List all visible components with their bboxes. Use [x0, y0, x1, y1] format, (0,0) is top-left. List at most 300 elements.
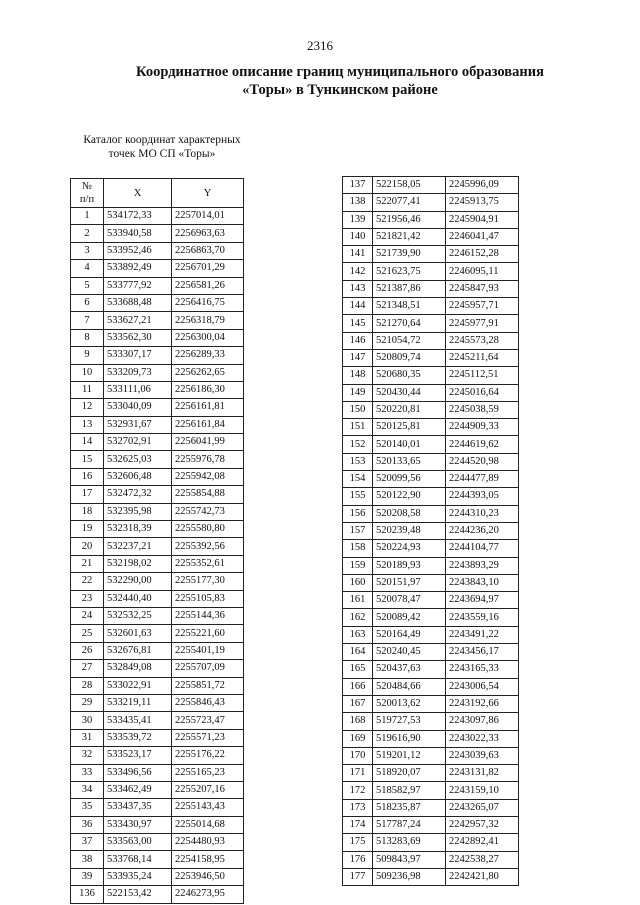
- y-coordinate-cell: 2256318,79: [172, 312, 244, 329]
- point-number-cell: 8: [71, 329, 104, 346]
- y-coordinate-cell: 2242421,80: [446, 868, 519, 885]
- point-number-cell: 138: [343, 194, 373, 211]
- x-coordinate-cell: 533627,21: [104, 312, 172, 329]
- table-row: [71, 573, 244, 590]
- table-row: [71, 590, 244, 607]
- table-row: [71, 677, 244, 694]
- x-coordinate-cell: 532318,39: [104, 521, 172, 538]
- point-number-cell: 154: [343, 471, 373, 488]
- table-row: [343, 263, 519, 280]
- y-coordinate-cell: 2243456,17: [446, 644, 519, 661]
- point-number-cell: 33: [71, 764, 104, 781]
- y-coordinate-cell: 2255571,23: [172, 729, 244, 746]
- x-coordinate-cell: 521623,75: [373, 263, 446, 280]
- table-row: [343, 177, 519, 194]
- x-coordinate-cell: 532931,67: [104, 416, 172, 433]
- y-coordinate-cell: 2254480,93: [172, 834, 244, 851]
- y-coordinate-cell: 2246152,28: [446, 246, 519, 263]
- y-coordinate-cell: 2255723,47: [172, 712, 244, 729]
- table-caption-line-2: точек МО СП «Торы»: [108, 148, 216, 160]
- y-coordinate-cell: 2244619,62: [446, 436, 519, 453]
- header-number: [71, 179, 104, 208]
- table-row: [343, 298, 519, 315]
- table-row: [343, 678, 519, 695]
- x-coordinate-cell: 533209,73: [104, 364, 172, 381]
- table-row: [71, 781, 244, 798]
- y-coordinate-cell: 2256161,81: [172, 399, 244, 416]
- table-row: [71, 399, 244, 416]
- table-row: [343, 540, 519, 557]
- x-coordinate-cell: 532440,40: [104, 590, 172, 607]
- x-coordinate-cell: 520220,81: [373, 401, 446, 418]
- y-coordinate-cell: 2255942,08: [172, 468, 244, 485]
- y-coordinate-cell: 2243694,97: [446, 592, 519, 609]
- x-coordinate-cell: 533935,24: [104, 868, 172, 885]
- y-coordinate-cell: 2245573,28: [446, 332, 519, 349]
- x-coordinate-cell: 519201,12: [373, 747, 446, 764]
- x-coordinate-cell: 522153,42: [104, 886, 172, 903]
- x-coordinate-cell: 521348,51: [373, 298, 446, 315]
- x-coordinate-cell: 534172,33: [104, 208, 172, 225]
- y-coordinate-cell: 2245996,09: [446, 177, 519, 194]
- y-coordinate-cell: 2253946,50: [172, 868, 244, 885]
- x-coordinate-cell: 520125,81: [373, 419, 446, 436]
- x-coordinate-cell: 521739,90: [373, 246, 446, 263]
- y-coordinate-cell: 2255401,19: [172, 642, 244, 659]
- y-coordinate-cell: 2256262,65: [172, 364, 244, 381]
- table-row: [343, 626, 519, 643]
- table-row: [343, 488, 519, 505]
- x-coordinate-cell: 533435,41: [104, 712, 172, 729]
- y-coordinate-cell: 2246095,11: [446, 263, 519, 280]
- table-row: [343, 367, 519, 384]
- x-coordinate-cell: 513283,69: [373, 834, 446, 851]
- x-coordinate-cell: 521821,42: [373, 228, 446, 245]
- table-header-row: [71, 179, 244, 208]
- x-coordinate-cell: 533437,35: [104, 799, 172, 816]
- table-row: [71, 503, 244, 520]
- point-number-cell: 16: [71, 468, 104, 485]
- point-number-cell: 151: [343, 419, 373, 436]
- y-coordinate-cell: 2245211,64: [446, 349, 519, 366]
- y-coordinate-cell: 2243559,16: [446, 609, 519, 626]
- y-coordinate-cell: 2256581,26: [172, 277, 244, 294]
- x-coordinate-cell: 509236,98: [373, 868, 446, 885]
- table-row: [71, 468, 244, 485]
- table-row: [71, 799, 244, 816]
- y-coordinate-cell: 2246041,47: [446, 228, 519, 245]
- y-coordinate-cell: 2243131,82: [446, 765, 519, 782]
- point-number-cell: 4: [71, 260, 104, 277]
- y-coordinate-cell: 2257014,01: [172, 208, 244, 225]
- point-number-cell: 153: [343, 453, 373, 470]
- point-number-cell: 137: [343, 177, 373, 194]
- point-number-cell: 17: [71, 486, 104, 503]
- table-row: [71, 329, 244, 346]
- point-number-cell: 14: [71, 434, 104, 451]
- table-row: [343, 522, 519, 539]
- x-coordinate-cell: 520239,48: [373, 522, 446, 539]
- header-x: X: [104, 179, 172, 208]
- point-number-cell: 152: [343, 436, 373, 453]
- point-number-cell: 38: [71, 851, 104, 868]
- y-coordinate-cell: 2255144,36: [172, 607, 244, 624]
- table-row: [71, 451, 244, 468]
- x-coordinate-cell: 532395,98: [104, 503, 172, 520]
- x-coordinate-cell: 518582,97: [373, 782, 446, 799]
- point-number-cell: 145: [343, 315, 373, 332]
- x-coordinate-cell: 522077,41: [373, 194, 446, 211]
- table-row: [343, 851, 519, 868]
- x-coordinate-cell: 533022,91: [104, 677, 172, 694]
- point-number-cell: 26: [71, 642, 104, 659]
- point-number-cell: 7: [71, 312, 104, 329]
- y-coordinate-cell: 2255854,88: [172, 486, 244, 503]
- table-row: [71, 434, 244, 451]
- table-row: [343, 730, 519, 747]
- x-coordinate-cell: 532702,91: [104, 434, 172, 451]
- point-number-cell: 12: [71, 399, 104, 416]
- y-coordinate-cell: 2242957,32: [446, 816, 519, 833]
- table-row: [343, 471, 519, 488]
- point-number-cell: 148: [343, 367, 373, 384]
- point-number-cell: 176: [343, 851, 373, 868]
- point-number-cell: 162: [343, 609, 373, 626]
- y-coordinate-cell: 2245913,75: [446, 194, 519, 211]
- table-row: [343, 436, 519, 453]
- y-coordinate-cell: 2246273,95: [172, 886, 244, 903]
- x-coordinate-cell: 520122,90: [373, 488, 446, 505]
- x-coordinate-cell: 520164,49: [373, 626, 446, 643]
- x-coordinate-cell: 532472,32: [104, 486, 172, 503]
- x-coordinate-cell: 533768,14: [104, 851, 172, 868]
- point-number-cell: 157: [343, 522, 373, 539]
- x-coordinate-cell: 533562,30: [104, 329, 172, 346]
- point-number-cell: 29: [71, 694, 104, 711]
- y-coordinate-cell: 2244310,23: [446, 505, 519, 522]
- y-coordinate-cell: 2244236,20: [446, 522, 519, 539]
- x-coordinate-cell: 518920,07: [373, 765, 446, 782]
- table-caption-line-1: Каталог координат характерных: [83, 134, 241, 146]
- x-coordinate-cell: 532625,03: [104, 451, 172, 468]
- point-number-cell: 22: [71, 573, 104, 590]
- table-row: [343, 419, 519, 436]
- point-number-cell: 177: [343, 868, 373, 885]
- table-row: [343, 782, 519, 799]
- y-coordinate-cell: 2245904,91: [446, 211, 519, 228]
- point-number-cell: 175: [343, 834, 373, 851]
- x-coordinate-cell: 533777,92: [104, 277, 172, 294]
- table-row: [71, 607, 244, 624]
- table-row: [71, 816, 244, 833]
- table-row: [343, 453, 519, 470]
- table-row: [343, 868, 519, 885]
- y-coordinate-cell: 2255165,23: [172, 764, 244, 781]
- x-coordinate-cell: 533219,11: [104, 694, 172, 711]
- point-number-cell: 158: [343, 540, 373, 557]
- y-coordinate-cell: 2255352,61: [172, 555, 244, 572]
- document-title-line-1: Координатное описание границ муниципального образования: [136, 64, 544, 80]
- y-coordinate-cell: 2255392,56: [172, 538, 244, 555]
- table-row: [343, 574, 519, 591]
- x-coordinate-cell: 521270,64: [373, 315, 446, 332]
- x-coordinate-cell: 532532,25: [104, 607, 172, 624]
- y-coordinate-cell: 2244909,33: [446, 419, 519, 436]
- x-coordinate-cell: 533462,49: [104, 781, 172, 798]
- point-number-cell: 11: [71, 381, 104, 398]
- point-number-cell: 3: [71, 242, 104, 259]
- x-coordinate-cell: 520809,74: [373, 349, 446, 366]
- point-number-cell: 36: [71, 816, 104, 833]
- y-coordinate-cell: 2242538,27: [446, 851, 519, 868]
- x-coordinate-cell: 520240,45: [373, 644, 446, 661]
- point-number-cell: 6: [71, 294, 104, 311]
- x-coordinate-cell: 509843,97: [373, 851, 446, 868]
- x-coordinate-cell: 522158,05: [373, 177, 446, 194]
- table-row: [343, 557, 519, 574]
- x-coordinate-cell: 518235,87: [373, 799, 446, 816]
- table-row: [343, 661, 519, 678]
- x-coordinate-cell: 520224,93: [373, 540, 446, 557]
- point-number-cell: 171: [343, 765, 373, 782]
- point-number-cell: 150: [343, 401, 373, 418]
- y-coordinate-cell: 2245112,51: [446, 367, 519, 384]
- table-row: [343, 834, 519, 851]
- point-number-cell: 170: [343, 747, 373, 764]
- y-coordinate-cell: 2243843,10: [446, 574, 519, 591]
- point-number-cell: 174: [343, 816, 373, 833]
- table-row: [343, 211, 519, 228]
- y-coordinate-cell: 2256289,33: [172, 347, 244, 364]
- x-coordinate-cell: 532198,02: [104, 555, 172, 572]
- table-row: [71, 764, 244, 781]
- point-number-cell: 165: [343, 661, 373, 678]
- point-number-cell: 142: [343, 263, 373, 280]
- x-coordinate-cell: 520140,01: [373, 436, 446, 453]
- x-coordinate-cell: 533940,58: [104, 225, 172, 242]
- x-coordinate-cell: 520099,56: [373, 471, 446, 488]
- x-coordinate-cell: 533040,09: [104, 399, 172, 416]
- table-row: [343, 747, 519, 764]
- y-coordinate-cell: 2242892,41: [446, 834, 519, 851]
- point-number-cell: 1: [71, 208, 104, 225]
- table-row: [343, 246, 519, 263]
- y-coordinate-cell: 2245847,93: [446, 280, 519, 297]
- y-coordinate-cell: 2255846,43: [172, 694, 244, 711]
- point-number-cell: 147: [343, 349, 373, 366]
- point-number-cell: 166: [343, 678, 373, 695]
- table-row: [343, 592, 519, 609]
- x-coordinate-cell: 520089,42: [373, 609, 446, 626]
- point-number-cell: 37: [71, 834, 104, 851]
- y-coordinate-cell: 2254158,95: [172, 851, 244, 868]
- point-number-cell: 136: [71, 886, 104, 903]
- x-coordinate-cell: 533496,56: [104, 764, 172, 781]
- x-coordinate-cell: 520430,44: [373, 384, 446, 401]
- point-number-cell: 143: [343, 280, 373, 297]
- x-coordinate-cell: 533688,48: [104, 294, 172, 311]
- x-coordinate-cell: 521387,86: [373, 280, 446, 297]
- point-number-cell: 2: [71, 225, 104, 242]
- table-row: [343, 194, 519, 211]
- point-number-cell: 161: [343, 592, 373, 609]
- y-coordinate-cell: 2255221,60: [172, 625, 244, 642]
- y-coordinate-cell: 2256701,29: [172, 260, 244, 277]
- table-row: [71, 747, 244, 764]
- point-number-cell: 30: [71, 712, 104, 729]
- y-coordinate-cell: 2243893,29: [446, 557, 519, 574]
- table-row: [71, 260, 244, 277]
- point-number-cell: 28: [71, 677, 104, 694]
- table-row: [343, 505, 519, 522]
- table-row: [343, 349, 519, 366]
- page-number: 2316: [307, 38, 333, 53]
- point-number-cell: 21: [71, 555, 104, 572]
- point-number-cell: 35: [71, 799, 104, 816]
- y-coordinate-cell: 2245977,91: [446, 315, 519, 332]
- y-coordinate-cell: 2255014,68: [172, 816, 244, 833]
- x-coordinate-cell: 532237,21: [104, 538, 172, 555]
- y-coordinate-cell: 2255105,83: [172, 590, 244, 607]
- y-coordinate-cell: 2245957,71: [446, 298, 519, 315]
- y-coordinate-cell: 2255143,43: [172, 799, 244, 816]
- table-row: [71, 381, 244, 398]
- x-coordinate-cell: 520013,62: [373, 695, 446, 712]
- point-number-cell: 19: [71, 521, 104, 538]
- x-coordinate-cell: 519616,90: [373, 730, 446, 747]
- y-coordinate-cell: 2255176,22: [172, 747, 244, 764]
- table-row: [71, 712, 244, 729]
- point-number-cell: 140: [343, 228, 373, 245]
- y-coordinate-cell: 2255976,78: [172, 451, 244, 468]
- x-coordinate-cell: 520189,93: [373, 557, 446, 574]
- coordinates-table-right: [342, 176, 519, 886]
- point-number-cell: 156: [343, 505, 373, 522]
- table-row: [71, 242, 244, 259]
- y-coordinate-cell: 2243165,33: [446, 661, 519, 678]
- table-row: [71, 486, 244, 503]
- x-coordinate-cell: 532606,48: [104, 468, 172, 485]
- x-coordinate-cell: 521054,72: [373, 332, 446, 349]
- y-coordinate-cell: 2244393,05: [446, 488, 519, 505]
- point-number-cell: 146: [343, 332, 373, 349]
- point-number-cell: 139: [343, 211, 373, 228]
- x-coordinate-cell: 521956,46: [373, 211, 446, 228]
- y-coordinate-cell: 2243039,63: [446, 747, 519, 764]
- y-coordinate-cell: 2243022,33: [446, 730, 519, 747]
- x-coordinate-cell: 532676,81: [104, 642, 172, 659]
- y-coordinate-cell: 2255851,72: [172, 677, 244, 694]
- y-coordinate-cell: 2243265,07: [446, 799, 519, 816]
- y-coordinate-cell: 2255207,16: [172, 781, 244, 798]
- point-number-cell: 173: [343, 799, 373, 816]
- x-coordinate-cell: 533307,17: [104, 347, 172, 364]
- table-row: [343, 765, 519, 782]
- x-coordinate-cell: 533430,97: [104, 816, 172, 833]
- table-row: [71, 868, 244, 885]
- y-coordinate-cell: 2243192,66: [446, 695, 519, 712]
- x-coordinate-cell: 532290,00: [104, 573, 172, 590]
- table-row: [343, 332, 519, 349]
- point-number-cell: 163: [343, 626, 373, 643]
- table-row: [71, 834, 244, 851]
- point-number-cell: 39: [71, 868, 104, 885]
- x-coordinate-cell: 520151,97: [373, 574, 446, 591]
- point-number-cell: 20: [71, 538, 104, 555]
- x-coordinate-cell: 520208,58: [373, 505, 446, 522]
- y-coordinate-cell: 2244520,98: [446, 453, 519, 470]
- x-coordinate-cell: 533952,46: [104, 242, 172, 259]
- document-title-line-2: «Торы» в Тункинском районе: [242, 82, 438, 98]
- point-number-cell: 168: [343, 713, 373, 730]
- table-row: [71, 347, 244, 364]
- header-number-line-2: п/п: [79, 194, 95, 205]
- y-coordinate-cell: 2256161,84: [172, 416, 244, 433]
- table-row: [343, 384, 519, 401]
- point-number-cell: 149: [343, 384, 373, 401]
- table-row: [71, 660, 244, 677]
- point-number-cell: 27: [71, 660, 104, 677]
- y-coordinate-cell: 2255742,73: [172, 503, 244, 520]
- table-row: [343, 280, 519, 297]
- point-number-cell: 25: [71, 625, 104, 642]
- table-row: [343, 695, 519, 712]
- table-row: [71, 851, 244, 868]
- point-number-cell: 155: [343, 488, 373, 505]
- table-caption: [62, 133, 262, 161]
- y-coordinate-cell: 2256300,04: [172, 329, 244, 346]
- point-number-cell: 15: [71, 451, 104, 468]
- point-number-cell: 34: [71, 781, 104, 798]
- table-row: [71, 208, 244, 225]
- point-number-cell: 141: [343, 246, 373, 263]
- y-coordinate-cell: 2245038,59: [446, 401, 519, 418]
- x-coordinate-cell: 532601,63: [104, 625, 172, 642]
- x-coordinate-cell: 533892,49: [104, 260, 172, 277]
- y-coordinate-cell: 2256041,99: [172, 434, 244, 451]
- y-coordinate-cell: 2256186,30: [172, 381, 244, 398]
- y-coordinate-cell: 2243159,10: [446, 782, 519, 799]
- header-y: Y: [172, 179, 244, 208]
- table-row: [343, 609, 519, 626]
- table-row: [71, 312, 244, 329]
- x-coordinate-cell: 520680,35: [373, 367, 446, 384]
- y-coordinate-cell: 2255707,09: [172, 660, 244, 677]
- x-coordinate-cell: 533523,17: [104, 747, 172, 764]
- x-coordinate-cell: 520484,66: [373, 678, 446, 695]
- point-number-cell: 172: [343, 782, 373, 799]
- point-number-cell: 164: [343, 644, 373, 661]
- x-coordinate-cell: 520133,65: [373, 453, 446, 470]
- y-coordinate-cell: 2256863,70: [172, 242, 244, 259]
- point-number-cell: 23: [71, 590, 104, 607]
- table-row: [71, 625, 244, 642]
- table-row: [71, 642, 244, 659]
- table-row: [71, 294, 244, 311]
- x-coordinate-cell: 520078,47: [373, 592, 446, 609]
- table-row: [71, 694, 244, 711]
- table-row: [71, 364, 244, 381]
- table-row: [71, 277, 244, 294]
- point-number-cell: 24: [71, 607, 104, 624]
- y-coordinate-cell: 2256963,63: [172, 225, 244, 242]
- point-number-cell: 9: [71, 347, 104, 364]
- header-number-line-1: №: [81, 181, 93, 192]
- point-number-cell: 10: [71, 364, 104, 381]
- table-row: [343, 315, 519, 332]
- x-coordinate-cell: 519727,53: [373, 713, 446, 730]
- x-coordinate-cell: 520437,63: [373, 661, 446, 678]
